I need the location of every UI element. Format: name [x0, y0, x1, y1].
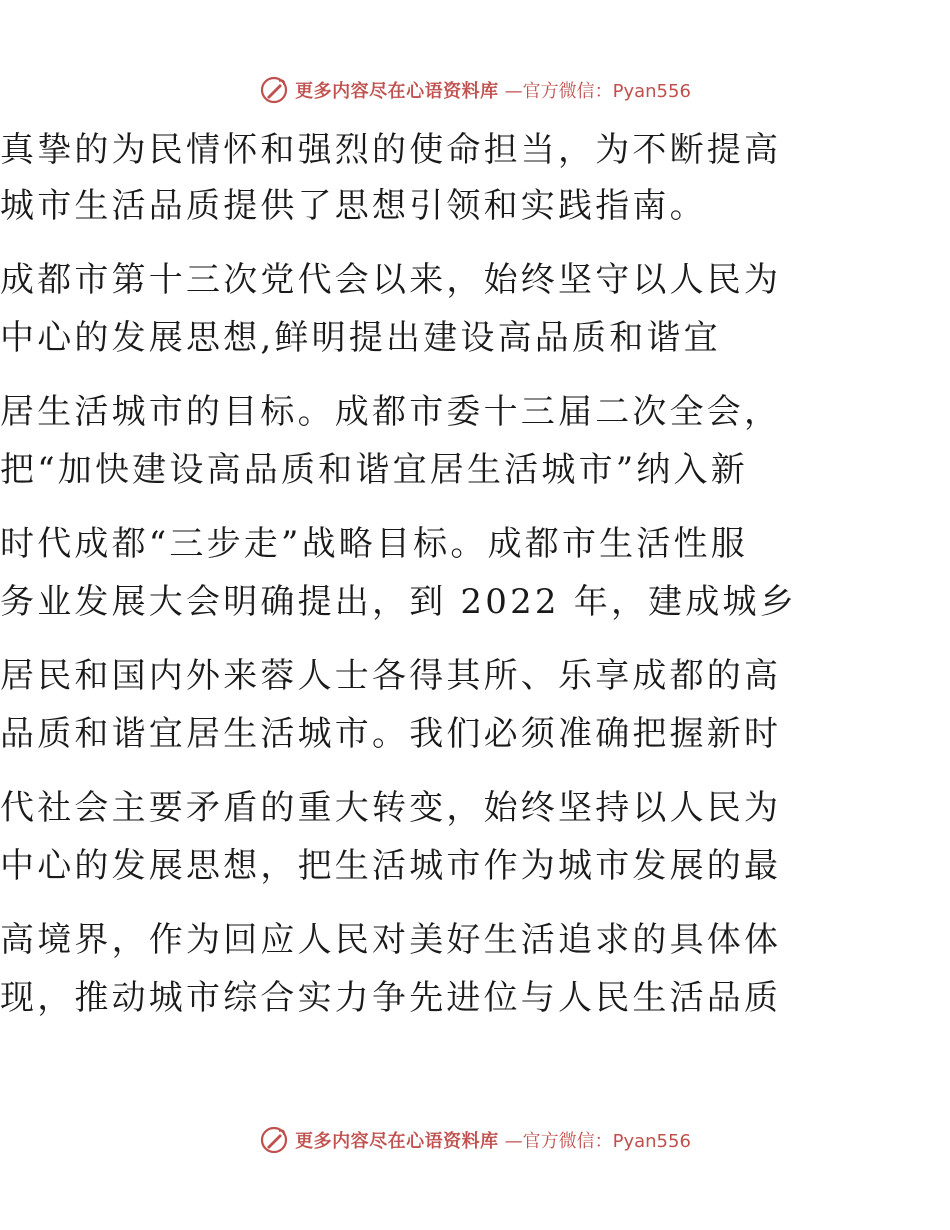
text-line: 中心的发展思想,鲜明提出建设高品质和谐宜 — [0, 318, 721, 358]
footer-banner — [0, 1120, 950, 1160]
text-line: 城市生活品质提供了思想引领和实践指南。 — [0, 186, 707, 226]
text-line: 现，推动城市综合实力争先进位与人民生活品质 — [0, 978, 782, 1018]
quill-pen-circle-icon — [259, 75, 289, 105]
text-line: 居民和国内外来蓉人士各得其所、乐享成都的高 — [0, 656, 782, 696]
quill-pen-circle-icon — [259, 1125, 289, 1155]
footer-banner-wechat: —官方微信：Pyan556 — [504, 1131, 691, 1152]
text-line: 代社会主要矛盾的重大转变，始终坚持以人民为 — [0, 788, 782, 828]
header-banner — [0, 70, 950, 110]
text-line: 把“加快建设高品质和谐宜居生活城市”纳入新 — [0, 450, 748, 490]
text-line: 高境界，作为回应人民对美好生活追求的具体体 — [0, 920, 782, 960]
text-line: 时代成都“三步走”战略目标。成都市生活性服 — [0, 524, 748, 564]
text-line: 品质和谐宜居生活城市。我们必须准确把握新时 — [0, 714, 782, 754]
text-line: 务业发展大会明确提出，到 2022 年，建成城乡 — [0, 582, 797, 622]
text-line: 居生活城市的目标。成都市委十三届二次全会， — [0, 392, 782, 432]
footer-banner-lead: 更多内容尽在心语资料库 — [295, 1131, 499, 1152]
text-line: 成都市第十三次党代会以来，始终坚守以人民为 — [0, 260, 782, 300]
text-line: 中心的发展思想，把生活城市作为城市发展的最 — [0, 846, 782, 886]
header-banner-lead: 更多内容尽在心语资料库 — [295, 81, 499, 102]
text-line: 真挚的为民情怀和强烈的使命担当，为不断提高 — [0, 130, 782, 170]
header-banner-wechat: —官方微信：Pyan556 — [504, 81, 691, 102]
